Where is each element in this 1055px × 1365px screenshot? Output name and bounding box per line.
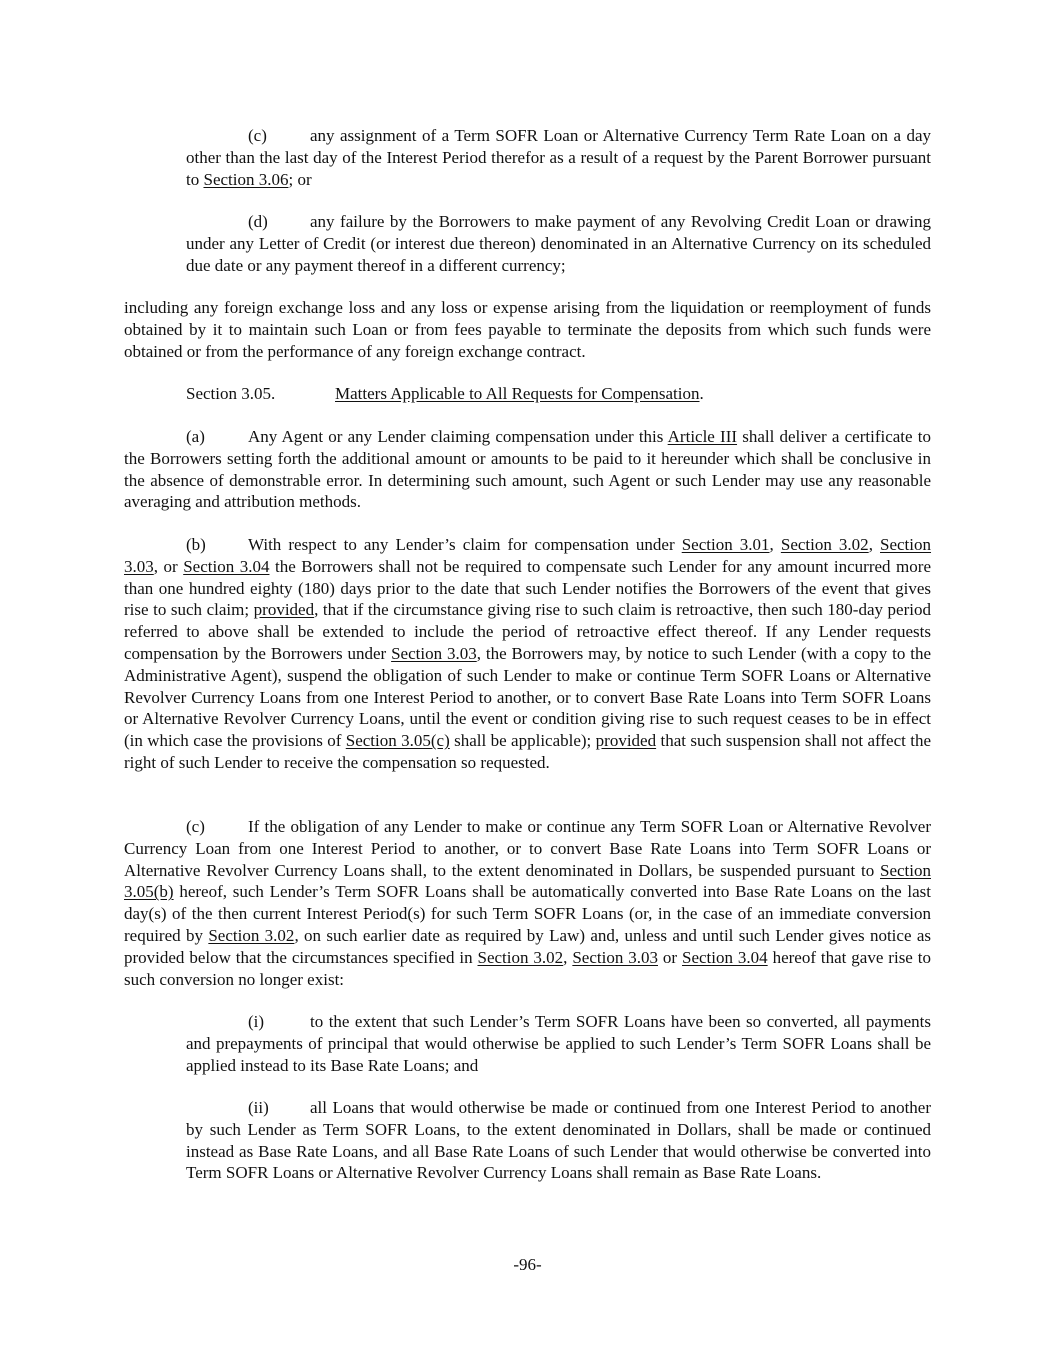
provided-term: provided (595, 731, 657, 751)
section-reference[interactable]: Section 3.06 (203, 169, 289, 189)
section-reference[interactable]: Section 3.03 (124, 535, 932, 576)
section-3-05-c: (c) If the obligation of any Lender to make or continue any Term SOFR Loan or Alternative Revolver Currency Loan from one Interest Period to another, or to convert Base Rate Loans into Term SOFR Loans or Alternative Revolver Currency Loans shall, to the extent denominated in Dollars, be suspended pursuant to Section 3.05(b) hereof, such Lender’s Term SOFR Loans shall be automatically converted into Base Rate Loans on the last day(s) of the then current Interest Period(s) for such Term SOFR Loans (or, in the case of an immediate conversion required by Section 3.02, on such earlier date as required by Law) and, unless and until such Lender gives notice as provided below that the circumstances specified in Section 3.02, Section 3.03 or Section 3.04 hereof that gave rise to such conversion no longer exist: (124, 817, 932, 989)
section-title: Matters Applicable to All Requests for Compensation (335, 384, 700, 403)
section-number: Section 3.05. (186, 384, 276, 403)
section-reference[interactable]: Section 3.01 (681, 535, 770, 554)
clause-marker: (b) (186, 535, 206, 554)
section-3-05-a: (a) Any Agent or any Lender claiming compensation under this Article III shall deliver a certificate to the Borrowers setting forth the additional amount or amounts to be paid to it hereunder which shall be conclusive in the absence of demonstrable error. In determining such amount, such Agent or such Lender may use any reasonable averaging and attribution methods. (124, 427, 931, 512)
clause-marker: (c) (248, 126, 267, 145)
section-reference[interactable]: Section 3.05(c) (345, 731, 450, 751)
clause-marker: (ii) (248, 1098, 269, 1117)
section-heading: Section 3.05. Matters Applicable to All Requests for Compensation. (186, 384, 704, 403)
clause-ii-continuation: (ii) all Loans that would otherwise be made or continued from one Interest Period to another by such Lender as Term SOFR Loans, to the extent denominated in Dollars, shall be made or continued instead as Base Rate Loans, and all Base Rate Loans of such Lender that would otherwise be converted into Term SOFR Loans or Alternative Revolver Currency Loans shall remain as Base Rate Loans. (186, 1098, 931, 1183)
section-reference[interactable]: Section 3.02 (477, 947, 564, 967)
clause-marker: (d) (248, 212, 268, 231)
section-reference[interactable]: Section 3.04 (183, 556, 270, 576)
clause-marker: (a) (186, 427, 205, 446)
clause-marker: (c) (186, 817, 205, 836)
section-3-05-b: (b) With respect to any Lender’s claim for compensation under Section 3.01, Section 3.02, Section 3.03, or Section 3.04 the Borrowers shall not be required to compensate such Lender for any amount incurred more than one hundred eighty (180) days prior to the date that such Lender notifies the Borrowers of the event that gives rise to such claim; provided, that if the circumstance giving rise to such claim is retroactive, then such 180-day period referred to above shall be extended to include the period of retroactive effect thereof. If any Lender requests compensation by the Borrowers under Section 3.03, the Borrowers may, by notice to such Lender (with a copy to the Administrative Agent), suspend the obligation of such Lender to make or continue Term SOFR Loans or Alternative Revolver Currency Loans from one Interest Period to another, or to convert Base Rate Loans into Term SOFR Loans or Alternative Revolver Currency Loans, until the event or condition giving rise to such request ceases to be in effect (in which case the provisions of Section 3.05(c) shall be applicable); provided that such suspension shall not affect the right of such Lender to receive the compensation so requested. (124, 535, 932, 772)
article-reference[interactable]: Article III (667, 427, 738, 446)
including-paragraph: including any foreign exchange loss and any loss or expense arising from the liquidation or reemployment of funds obtained by it to maintain such Loan or from fees payable to terminate the deposits from which such funds were obtained or from the performance of any foreign exchange contract. (124, 298, 931, 361)
section-reference[interactable]: Section 3.05(b) (124, 860, 931, 902)
clause-d-payment-failure: (d) any failure by the Borrowers to make payment of any Revolving Credit Loan or drawing under any Letter of Credit (or interest due thereon) denominated in an Alternative Currency on its scheduled due date or any payment thereof in a different currency; (186, 212, 931, 275)
provided-term: provided (253, 600, 315, 620)
section-reference[interactable]: Section 3.04 (682, 947, 768, 967)
section-reference[interactable]: Section 3.02 (780, 535, 869, 554)
section-reference[interactable]: Section 3.03 (391, 643, 477, 663)
clause-marker: (i) (248, 1012, 265, 1031)
section-reference[interactable]: Section 3.02 (208, 925, 295, 945)
clause-i-conversion: (i) to the extent that such Lender’s Term SOFR Loans have been so converted, all payments and prepayments of principal that would otherwise be applied to such Lender’s Term SOFR Loans shall be applied instead to its Base Rate Loans; and (186, 1012, 931, 1075)
section-reference[interactable]: Section 3.03 (572, 947, 658, 967)
clause-c-assignment: (c) any assignment of a Term SOFR Loan or Alternative Currency Term Rate Loan on a day other than the last day of the Interest Period therefor as a result of a request by the Parent Borrower pursuant to Section 3.06; or (186, 126, 931, 189)
page-number: -96- (513, 1255, 542, 1274)
